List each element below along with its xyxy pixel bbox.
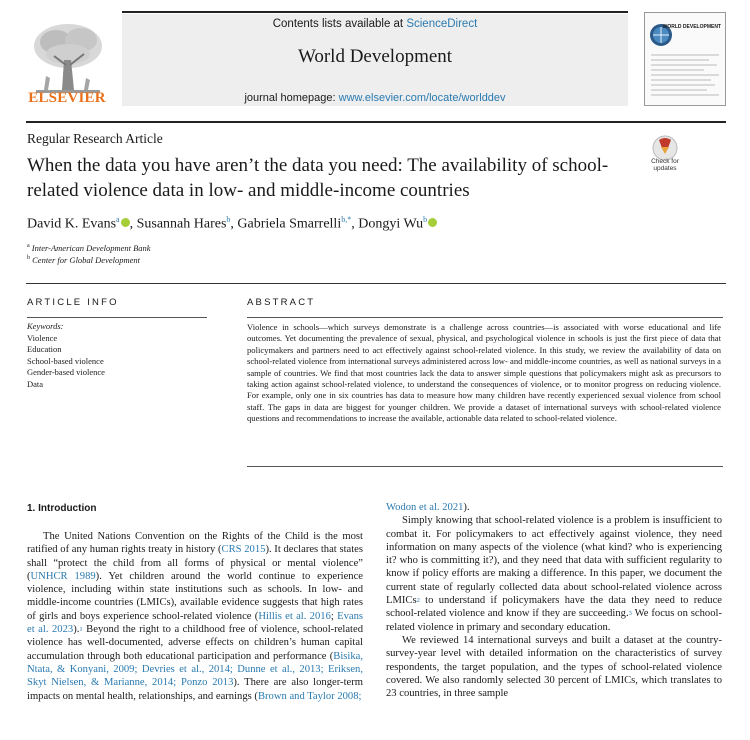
citation-link[interactable]: Wodon et al. 2021 (386, 502, 464, 513)
body-text: ). Yet children around the world continue to experience violence, including within state institutions such as schools. In low- and middle-income countries (LMICs), available evidence suggests that high rates of girls and boys experience school-related violence ( (27, 570, 363, 622)
paragraph (386, 501, 722, 514)
author-affiliation-sup[interactable]: b (423, 215, 428, 224)
author-name[interactable]: Gabriela Smarrelli (237, 216, 342, 232)
header-rule (26, 121, 726, 123)
keywords-block (27, 321, 105, 390)
author-name[interactable]: Susannah Hares (136, 216, 227, 232)
sciencedirect-link[interactable]: ScienceDirect (406, 18, 478, 30)
body-column-left (27, 530, 363, 703)
journal-title: World Development (297, 46, 453, 67)
affiliation-key: a (27, 243, 30, 249)
affiliation-key: b (27, 255, 30, 261)
article-info-rule (27, 317, 207, 318)
author-name[interactable]: Dongyi Wu (358, 216, 424, 232)
keyword: Violence (27, 332, 58, 343)
body-column-right (386, 501, 722, 700)
article-info-heading: ARTICLE INFO (27, 297, 119, 308)
author-name[interactable]: David K. Evans (27, 216, 117, 232)
abstract-bottom-rule (247, 466, 723, 467)
journal-cover-thumbnail[interactable] (644, 12, 726, 106)
body-text: ). (463, 502, 470, 513)
affiliation-text: Center for Global Development (32, 255, 141, 265)
affiliation (27, 255, 140, 265)
section-heading: 1. Introduction (27, 503, 97, 514)
publisher-wordmark: ELSEVIER (28, 90, 106, 106)
footnote-marker[interactable]: 3 (628, 610, 632, 618)
paragraph: We reviewed 14 international surveys and built a dataset at the country-survey-year level with detailed information on the characteristics of survey respondents, the target population, and the types of school-related violence covered. We also randomly selected 30 percent of LMICs, which translates to 23 countries, in three sample (386, 634, 722, 700)
orcid-icon[interactable] (121, 218, 130, 227)
citation-link[interactable]: Brown and Taylor 2008; (257, 690, 362, 702)
contents-prefix: Contents lists available at (272, 18, 407, 30)
cover-title: WORLD DEVELOPMENT (662, 24, 721, 30)
body-text: ; (330, 610, 338, 622)
citation-link[interactable]: Evans et al. 2023 (27, 610, 364, 636)
contents-line (122, 18, 628, 30)
citation-link[interactable]: Bisika, Ntata, & Konyani, 2009; Devries et al., 2014; Dunne et al., 2013; Eriksen, Skyt Nielsen, & Marianne, 2014; Ponzo 2013 (27, 650, 363, 689)
paragraph (27, 530, 363, 703)
journal-homepage-link[interactable]: www.elsevier.com/locate/worlddev (338, 92, 506, 104)
citation-link[interactable]: CRS 2015 (221, 544, 266, 556)
footnote-marker[interactable]: 2 (416, 597, 420, 605)
keywords-label: Keywords: (27, 321, 64, 331)
body-text: Simply knowing that school-related violence is a problem is insufficient to combat it. For policymakers to act effectively against violence, they need information on many aspects of the violence (what kind? who is experiencing it? who is committing it?), and they need that data with sufficient regularity to know if policy efforts are making a difference. In this paper, we document the current state of regularly collected data about school-related violence across LMICs (386, 515, 722, 607)
author-affiliation-sup[interactable]: a (116, 215, 120, 224)
body-text: The United Nations Convention on the Rights of the Child is the most ratified of any human rights treaty in history ( (27, 531, 363, 556)
body-text: to understand if policymakers have the data they need to reduce school-related violence and know if they are succeeding. (386, 595, 722, 620)
abstract-rule (247, 317, 723, 318)
paragraph (386, 514, 722, 634)
affiliation-text: Inter-American Development Bank (31, 243, 151, 253)
body-text: ). (73, 624, 80, 636)
author-affiliation-sup[interactable]: b (226, 215, 231, 224)
abstract-heading: ABSTRACT (247, 297, 316, 308)
banner-top-rule (122, 11, 628, 13)
keyword: Data (27, 378, 44, 389)
homepage-prefix: journal homepage: (244, 92, 339, 104)
keyword: Education (27, 344, 62, 354)
article-title: When the data you have aren’t the data you need: The availability of school-related violence data in low- and middle-income countries (27, 155, 609, 201)
body-text: ). It declares that states shall “protect the child from all forms of physical or mental violence” ( (27, 544, 363, 582)
author-list: David K. Evans$^a$ , Susannah Hares$^b$, Gabriela Smarrelli$^{b,*}$, Dongyi Wu$^b$ (27, 215, 437, 233)
homepage-line (122, 92, 628, 104)
footnote-marker[interactable]: 1 (79, 626, 83, 634)
article-type: Regular Research Article (27, 131, 163, 146)
keyword: Gender-based violence (27, 367, 105, 377)
affiliation (27, 243, 151, 253)
author-affiliation-sup[interactable]: b,* (341, 215, 352, 224)
keyword: School-based violence (27, 355, 104, 366)
cover-contents-lines (649, 51, 721, 101)
orcid-icon[interactable] (428, 218, 437, 227)
citation-link[interactable]: UNHCR 1989 (30, 570, 96, 582)
section-rule (26, 283, 726, 284)
check-for-updates-label[interactable]: Check for updates (651, 158, 679, 172)
citation-link[interactable]: Hillis et al. 2016 (258, 610, 331, 622)
body-text: Beyond the right to a childhood free of violence, school-related violence has well-documented, adverse effects on children’s human capital accumulation through both educational participation and performance ( (27, 624, 363, 662)
body-text: ). There are also longer-term impacts on mental health, relationships, and earnings ( (27, 677, 363, 702)
abstract-text: Violence in schools—which surveys demonstrate is a challenge across countries—is associated with worse educational and life outcomes. Yet documenting the prevalence of sexual, physical, and psychological violence in schools is just the first piece of data that policymakers and partners need to act effectively against school-related violence. In this study, we review the availability of data on school-related violence from international surveys administered across low- and middle-income countries, as well as national surveys in a sample of countries. We find that most countries lack the data to answer simple questions that policymakers might ask as precursors to taking action against school-related violence, to understand the consequences of violence, or to monitor progress on reducing violence. For example, only one in six countries has data to measure how many children have recently experienced sexual violence from school staff. The gaps in data are biggest for younger children. We provide a dataset of international surveys with school-related violence questions and recommendations to increase the available, actionable data related to school-related violence. (247, 322, 721, 424)
body-text: We focus on school-related violence in primary and secondary education. (386, 608, 722, 633)
